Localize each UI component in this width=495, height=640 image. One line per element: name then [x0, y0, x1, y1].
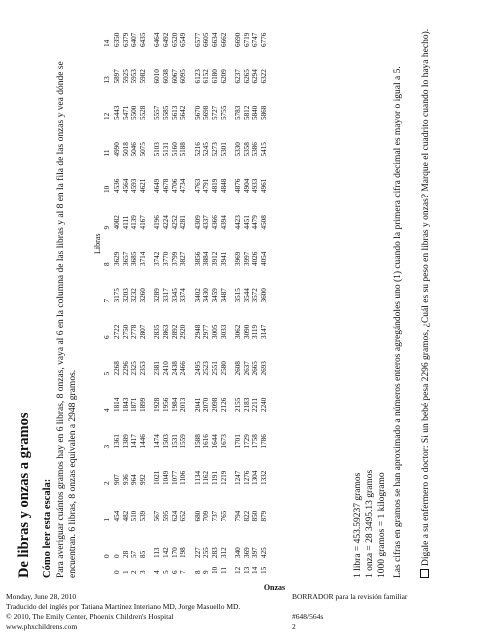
table-cell: 4819: [211, 178, 219, 193]
table-cell: 1417: [130, 434, 139, 449]
footer-left: [6, 592, 240, 632]
table-cell: 57: [130, 550, 139, 558]
libras-header: 9: [103, 225, 111, 230]
table-cell: 3997: [242, 251, 251, 266]
table-cell: 3090: [242, 324, 251, 339]
table-cell: 539: [138, 510, 147, 522]
table-cell: 6123: [193, 69, 202, 84]
onzas-header: 11: [219, 567, 228, 574]
table-cell: 1077: [170, 470, 179, 485]
table-cell: 2353: [138, 361, 147, 376]
table-cell: 4111: [121, 215, 130, 230]
table-cell: 6322: [260, 69, 268, 84]
table-cell: 850: [251, 510, 260, 522]
table-cell: 6010: [153, 69, 162, 84]
table-cell: 3884: [202, 251, 211, 266]
table-cell: 4479: [251, 215, 260, 230]
table-cell: 3062: [234, 324, 243, 339]
table-cell: 2665: [251, 361, 260, 376]
table-cell: 5075: [138, 142, 147, 157]
table-cell: 2863: [162, 324, 170, 339]
table-cell: 1843: [121, 397, 130, 412]
table-cell: 6776: [260, 32, 268, 47]
table-cell: 283: [211, 547, 219, 558]
table-cell: 4904: [242, 178, 251, 193]
table-cell: 5273: [211, 142, 219, 157]
table-cell: 4224: [162, 215, 170, 230]
table-cell: 3770: [162, 251, 170, 266]
table-cell: 3969: [234, 251, 243, 266]
libras-header: 8: [103, 262, 111, 266]
table-cell: 4621: [138, 178, 147, 193]
table-cell: 2523: [202, 361, 211, 376]
table-cell: 482: [121, 510, 130, 522]
onzas-header: 3: [138, 570, 147, 574]
table-cell: 5103: [153, 142, 162, 157]
table-cell: 2722: [113, 324, 121, 339]
table-cell: 5386: [251, 142, 260, 157]
table-cell: 4423: [234, 215, 243, 230]
axis-label-onzas: Onzas: [263, 582, 286, 592]
table-cell: 340: [234, 547, 243, 558]
table-cell: 1276: [242, 470, 251, 485]
table-cell: 3345: [170, 288, 179, 303]
onzas-header: 13: [242, 566, 251, 574]
table-cell: 4933: [251, 178, 260, 193]
table-cell: 1673: [219, 434, 228, 449]
table-cell: 2268: [113, 361, 121, 376]
table-cell: 6549: [179, 32, 188, 47]
table-cell: 5330: [234, 142, 243, 157]
table-cell: 3203: [121, 288, 130, 303]
table-cell: 3487: [219, 288, 228, 303]
table-cell: 4252: [170, 215, 179, 230]
table-cell: 1446: [138, 434, 147, 449]
table-cell: 5613: [170, 105, 179, 120]
table-cell: 5471: [121, 105, 130, 120]
table-cell: 1162: [202, 470, 211, 485]
table-cell: 1729: [242, 434, 251, 449]
footer-page-number: 2: [292, 622, 296, 631]
table-cell: 5755: [219, 105, 228, 120]
table-cell: 3941: [219, 251, 228, 266]
table-cell: 4763: [193, 178, 202, 193]
libras-header: 14: [103, 39, 111, 47]
table-cell: 3260: [138, 288, 147, 303]
table-cell: 567: [153, 510, 162, 522]
libras-header: 10: [103, 185, 111, 193]
libras-header: 5: [103, 371, 111, 376]
table-cell: 4876: [234, 178, 243, 193]
table-cell: 4649: [153, 178, 162, 193]
table-cell: 510: [130, 510, 139, 522]
onzas-header: 1: [121, 570, 130, 574]
table-cell: 5415: [260, 142, 268, 157]
table-cell: 5500: [130, 105, 139, 120]
table-cell: 198: [179, 547, 188, 558]
table-cell: 454: [113, 510, 121, 522]
question-text: Dígale a su enfermero o doctor: Si un bebé pesa 2296 gramos, ¿Cuál es su peso en libras y onzas? Marque el cuadrito cuando lo haya hecho).: [421, 28, 431, 566]
table-cell: 5783: [234, 105, 243, 120]
libras-header: 3: [103, 444, 111, 449]
table-cell: 680: [193, 510, 202, 522]
onzas-header: 4: [153, 570, 162, 574]
axis-label-libras: Libras: [93, 233, 102, 254]
table-cell: 4366: [211, 215, 219, 230]
table-cell: 5868: [260, 105, 268, 120]
table-cell: 6662: [219, 32, 228, 47]
table-cell: 1049: [162, 470, 170, 485]
table-cell: 6379: [121, 32, 130, 47]
table-cell: 3175: [113, 288, 121, 303]
table-cell: 3515: [234, 288, 243, 303]
table-cell: 992: [138, 474, 147, 485]
footer-website[interactable]: www.phxchildrens.com: [6, 622, 78, 631]
table-cell: 2183: [242, 397, 251, 412]
table-cell: 794: [234, 510, 243, 522]
onzas-header: 2: [130, 570, 139, 574]
table-cell: 4451: [242, 215, 251, 230]
footer-date: Monday, June 28, 2010: [6, 592, 77, 601]
table-cell: 3005: [211, 324, 219, 339]
table-cell: 142: [162, 547, 170, 558]
table-cell: 907: [113, 474, 121, 485]
table-cell: 2410: [162, 361, 170, 376]
onzas-header: 5: [162, 570, 170, 574]
table-cell: 5585: [162, 105, 170, 120]
table-cell: 4791: [202, 178, 211, 193]
table-cell: 1786: [260, 434, 268, 449]
footer-draft: BORRADOR para la revisión familiar: [292, 592, 408, 601]
table-cell: 2438: [170, 361, 179, 376]
note-libra: 1 libra = 453.59237 gramos: [353, 472, 363, 578]
table-cell: 2098: [211, 397, 219, 412]
table-cell: 6435: [138, 32, 147, 47]
table-cell: 3714: [138, 251, 147, 266]
table-cell: 6605: [202, 32, 211, 47]
table-cell: 1219: [219, 470, 228, 485]
table-cell: 2466: [179, 361, 188, 376]
section-subtitle: Cómo leer esta escala:: [42, 478, 53, 578]
table-cell: 4508: [260, 215, 268, 230]
table-cell: 5443: [113, 105, 121, 120]
table-cell: 1899: [138, 397, 147, 412]
table-cell: 2693: [260, 361, 268, 376]
table-cell: 6520: [170, 32, 179, 47]
table-cell: 5216: [193, 142, 202, 157]
libras-header: 11: [103, 149, 111, 157]
table-cell: 624: [170, 510, 179, 522]
table-cell: 3629: [113, 251, 121, 266]
table-cell: 3402: [193, 288, 202, 303]
table-cell: 1332: [260, 470, 268, 485]
table-cell: 5840: [251, 105, 260, 120]
table-cell: 2041: [193, 397, 202, 412]
table-cell: 5557: [153, 105, 162, 120]
table-cell: 4026: [251, 251, 260, 266]
table-cell: 5046: [130, 142, 139, 157]
table-cell: 936: [121, 474, 130, 485]
table-cell: 369: [242, 547, 251, 558]
table-cell: 879: [260, 510, 268, 522]
table-cell: 2778: [130, 324, 139, 339]
table-cell: 5698: [202, 105, 211, 120]
page-title: De libras y onzas a gramos: [16, 412, 32, 578]
onzas-header: 7: [179, 570, 188, 574]
table-cell: 3572: [251, 288, 260, 303]
table-cell: 2807: [138, 324, 147, 339]
table-cell: 6180: [211, 69, 219, 84]
onzas-header: 14: [251, 566, 260, 574]
table-cell: 3289: [153, 288, 162, 303]
table-cell: 1247: [234, 470, 243, 485]
note-kilogramo: 1000 gramos = 1 kilogramo: [377, 472, 387, 578]
libras-header: 0: [103, 554, 111, 558]
table-cell: 2637: [242, 361, 251, 376]
table-cell: 1503: [162, 434, 170, 449]
table-cell: 2920: [179, 324, 188, 339]
table-cell: 765: [219, 510, 228, 522]
table-cell: 3232: [130, 288, 139, 303]
table-cell: 28: [121, 550, 130, 558]
table-cell: 6492: [162, 32, 170, 47]
table-cell: 3544: [242, 288, 251, 303]
table-cell: 5160: [170, 142, 179, 157]
table-cell: 6038: [162, 69, 170, 84]
table-cell: 4337: [202, 215, 211, 230]
table-cell: 2580: [219, 361, 228, 376]
table-cell: 2325: [130, 361, 139, 376]
table-cell: 3657: [121, 251, 130, 266]
libras-header: 1: [103, 517, 111, 522]
table-cell: 1531: [170, 434, 179, 449]
table-cell: 2126: [219, 397, 228, 412]
table-cell: 4848: [219, 178, 228, 193]
table-cell: 4281: [179, 215, 188, 230]
table-cell: 2551: [211, 361, 219, 376]
table-cell: 6464: [153, 32, 162, 47]
note-onza: 1 onza = 28 3495.13 gramos: [365, 469, 375, 578]
table-cell: 737: [211, 510, 219, 522]
table-cell: 4564: [121, 178, 130, 193]
table-cell: 2892: [170, 324, 179, 339]
table-cell: 5812: [242, 105, 251, 120]
table-cell: 1616: [202, 434, 211, 449]
table-cell: 227: [193, 547, 202, 558]
table-cell: 6690: [234, 32, 243, 47]
table-cell: 5642: [179, 105, 188, 120]
checkbox[interactable]: [420, 569, 429, 578]
table-cell: 3374: [179, 288, 188, 303]
table-cell: 3430: [202, 288, 211, 303]
libras-header: 6: [103, 335, 111, 339]
table-cell: 2977: [202, 324, 211, 339]
table-cell: 709: [202, 510, 211, 522]
table-cell: 1984: [170, 397, 179, 412]
table-cell: 0: [113, 554, 121, 558]
table-cell: 3912: [211, 251, 219, 266]
table-cell: 595: [162, 510, 170, 522]
libras-header: 4: [103, 408, 111, 412]
footer-right: [292, 592, 407, 632]
table-cell: 4990: [113, 142, 121, 157]
table-cell: 113: [153, 547, 162, 558]
table-cell: 4678: [162, 178, 170, 193]
table-cell: 5925: [121, 69, 130, 84]
table-cell: 1134: [193, 470, 202, 485]
table-cell: 1871: [130, 397, 139, 412]
table-cell: 6350: [113, 32, 121, 47]
table-cell: 4536: [113, 178, 121, 193]
table-cell: 5301: [219, 142, 228, 157]
table-cell: 5358: [242, 142, 251, 157]
table-cell: 2948: [193, 324, 202, 339]
table-cell: 4706: [170, 178, 179, 193]
table-cell: 397: [251, 547, 260, 558]
table-cell: 4593: [130, 178, 139, 193]
footer-translators: Traducido del inglés por Tatiana Martínez Interiano MD, Jorge Masuello MD.: [6, 602, 241, 611]
table-cell: 4196: [153, 215, 162, 230]
table-cell: 822: [242, 510, 251, 522]
table-cell: 1701: [234, 434, 243, 449]
onzas-header: 15: [260, 566, 268, 574]
table-cell: 1956: [162, 397, 170, 412]
table-cell: 3119: [251, 324, 260, 339]
table-cell: 4054: [260, 251, 268, 266]
onzas-header: 12: [234, 566, 243, 574]
table-cell: 5897: [113, 69, 121, 84]
table-cell: 3827: [179, 251, 188, 266]
table-cell: 5245: [202, 142, 211, 157]
footer-doc-number: #648/564s: [292, 612, 324, 621]
table-cell: 5670: [193, 105, 202, 120]
table-cell: 6634: [211, 32, 219, 47]
table-cell: 6407: [130, 32, 139, 47]
table-cell: 2381: [153, 361, 162, 376]
table-cell: 4734: [179, 178, 188, 193]
table-cell: 652: [179, 510, 188, 522]
onzas-header: 9: [202, 570, 211, 574]
table-cell: 3742: [153, 251, 162, 266]
table-cell: 1361: [113, 434, 121, 449]
question-block: [420, 18, 432, 578]
libras-header: 7: [103, 298, 111, 303]
table-cell: 1021: [153, 470, 162, 485]
table-cell: 6237: [234, 69, 243, 84]
table-cell: 2240: [260, 397, 268, 412]
table-cell: 6067: [170, 69, 179, 84]
table-cell: 1928: [153, 397, 162, 412]
table-cell: 5953: [130, 69, 139, 84]
table-cell: 6719: [242, 32, 251, 47]
table-cell: 1559: [179, 434, 188, 449]
table-cell: 5188: [179, 142, 188, 157]
table-cell: 2835: [153, 324, 162, 339]
table-cell: 2070: [202, 397, 211, 412]
table-cell: 3147: [260, 324, 268, 339]
table-cell: 3856: [193, 251, 202, 266]
onzas-header: 10: [211, 566, 219, 574]
conversion-notes: [352, 470, 388, 578]
table-cell: 4082: [113, 215, 121, 230]
table-cell: 1588: [193, 434, 202, 449]
table-cell: 2495: [193, 361, 202, 376]
table-cell: 2608: [234, 361, 243, 376]
table-cell: 4167: [138, 215, 147, 230]
intro-text: Para averiguar cuántos gramos hay en 6 libras, 8 onzas, vaya al 6 en la columna de las libras y al 8 en la fila de las onzas y vea dónde se encuentran. 6 libras, 8 onzas equivalen a 2948 gramos.: [56, 61, 78, 578]
table-cell: 1644: [211, 434, 219, 449]
libras-header: 13: [103, 76, 111, 84]
table-cell: 3685: [130, 251, 139, 266]
table-cell: 6747: [251, 32, 260, 47]
table-cell: 6209: [219, 69, 228, 84]
table-cell: 4309: [193, 215, 202, 230]
footer-copyright: © 2010, The Emily Center, Phoenix Children's Hospital: [6, 612, 174, 621]
table-cell: 1191: [211, 470, 219, 485]
table-cell: 3033: [219, 324, 228, 339]
table-cell: 6095: [179, 69, 188, 84]
table-cell: 1106: [179, 470, 188, 485]
onzas-header: 0: [113, 570, 121, 574]
table-cell: 964: [130, 474, 139, 485]
table-cell: 4139: [130, 215, 139, 230]
onzas-header: 6: [170, 570, 179, 574]
table-cell: 6265: [242, 69, 251, 84]
table-cell: 3600: [260, 288, 268, 303]
table-cell: 170: [170, 547, 179, 558]
table-cell: 2296: [121, 361, 130, 376]
table-cell: 2013: [179, 397, 188, 412]
table-cell: 4961: [260, 178, 268, 193]
table-cell: 5727: [211, 105, 219, 120]
table-cell: 4394: [219, 215, 228, 230]
table-cell: 1304: [251, 470, 260, 485]
table-cell: 425: [260, 547, 268, 558]
onzas-header: 8: [193, 570, 202, 574]
libras-header: 2: [103, 481, 111, 485]
table-cell: 312: [219, 547, 228, 558]
table-cell: 2750: [121, 324, 130, 339]
table-cell: 2155: [234, 397, 243, 412]
table-cell: 5018: [121, 142, 130, 157]
table-cell: 3799: [170, 251, 179, 266]
table-cell: 3317: [162, 288, 170, 303]
table-cell: 6294: [251, 69, 260, 84]
table-cell: 3459: [211, 288, 219, 303]
libras-header: 12: [103, 112, 111, 120]
table-cell: 255: [202, 547, 211, 558]
table-cell: 6577: [193, 32, 202, 47]
table-cell: 5131: [162, 142, 170, 157]
table-cell: 6152: [202, 69, 211, 84]
rounding-note: Las cifras en gramos se han aproximado a números enteros agregándoles uno (1) cuando la primera cifra decimal es mayor o igual a 5.: [393, 66, 403, 578]
table-cell: 2211: [251, 397, 260, 412]
table-cell: 1758: [251, 434, 260, 449]
table-cell: 1814: [113, 397, 121, 412]
rotated-content: [12, 14, 432, 592]
table-cell: 5982: [138, 69, 147, 84]
table-cell: 1474: [153, 434, 162, 449]
table-cell: 5528: [138, 105, 147, 120]
table-cell: 1389: [121, 434, 130, 449]
table-cell: 85: [138, 550, 147, 558]
